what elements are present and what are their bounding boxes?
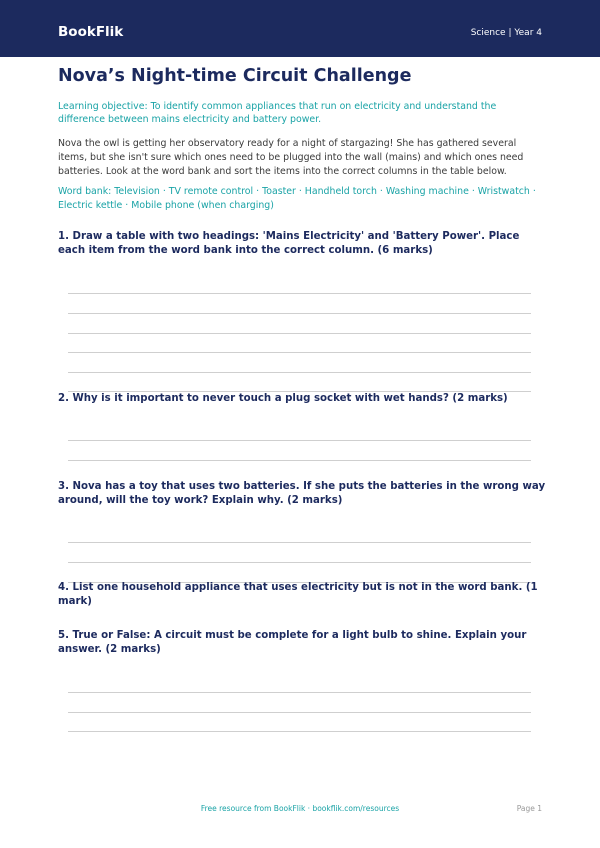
intro-paragraph: Nova the owl is getting her observatory ready for a night of stargazing! She has gathered several items, but she isn't sure which ones need to be plugged into the wall (mains) and which ones need batteries. Look at the word bank and sort the items into the correct columns in the table below. — [58, 138, 524, 178]
question-3: 3. Nova has a toy that uses two batteries. If she puts the batteries in the wrong way around, will the toy work? Explain why. (2 marks) — [58, 481, 546, 507]
worksheet-title: Nova’s Night-time Circuit Challenge — [58, 66, 412, 86]
answer-line[interactable] — [68, 542, 531, 543]
page-number: Page 1 — [516, 804, 542, 813]
answer-line[interactable] — [68, 731, 531, 732]
learning-objective: Learning objective: To identify common appliances that run on electricity and understand the difference between mains electricity and battery power. — [58, 101, 497, 125]
question-2: 2. Why is it important to never touch a plug socket with wet hands? (2 marks) — [58, 393, 508, 404]
answer-line[interactable] — [68, 333, 531, 334]
question-4: 4. List one household appliance that uses electricity but is not in the word bank. (1 mark) — [58, 582, 538, 608]
answer-line[interactable] — [68, 313, 531, 314]
subject-year: Science | Year 4 — [470, 28, 542, 38]
answer-line[interactable] — [68, 372, 531, 373]
question-5: 5. True or False: A circuit must be complete for a light bulb to shine. Explain your answer. (2 marks) — [58, 630, 527, 656]
answer-line[interactable] — [68, 440, 531, 441]
answer-line[interactable] — [68, 460, 531, 461]
answer-line[interactable] — [68, 692, 531, 693]
header-bar — [0, 0, 600, 57]
word-bank: Word bank: Television · TV remote control · Toaster · Handheld torch · Washing machine · Wristwatch · Electric kettle · Mobile phone (when charging) — [58, 186, 536, 211]
answer-line[interactable] — [68, 293, 531, 294]
question-1: 1. Draw a table with two headings: 'Mains Electricity' and 'Battery Power'. Place each item from the word bank into the correct column. (6 marks) — [58, 231, 520, 257]
answer-line[interactable] — [68, 562, 531, 563]
answer-line[interactable] — [68, 352, 531, 353]
answer-line[interactable] — [68, 712, 531, 713]
brand-logo: BookFlik — [58, 24, 124, 40]
footer-text: Free resource from BookFlik · bookflik.com/resources — [200, 804, 400, 813]
